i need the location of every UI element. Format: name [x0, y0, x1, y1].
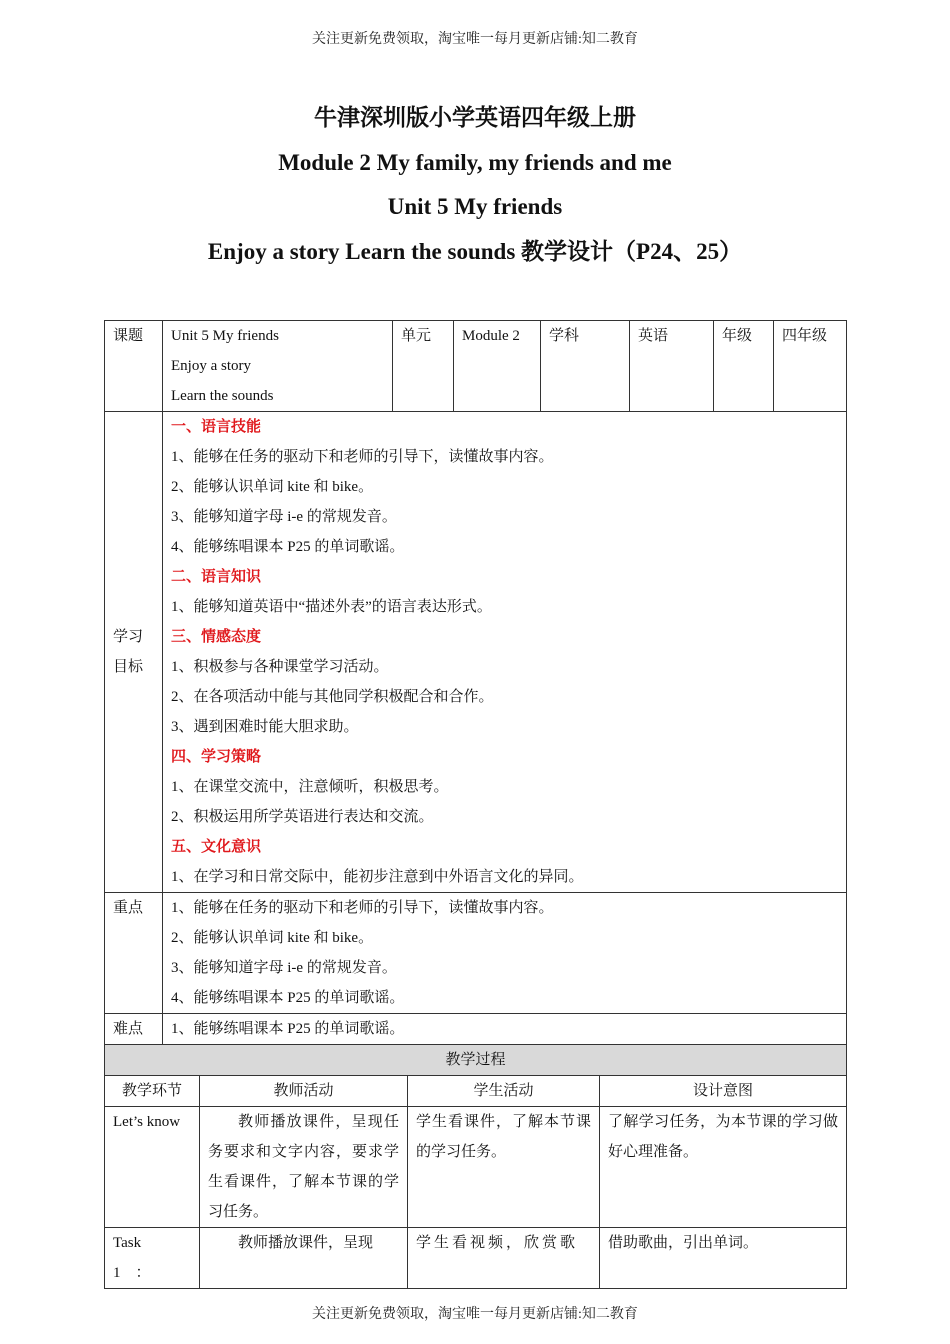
difficult-point-item: 1、能够练唱课本 P25 的单词歌谣。 — [171, 1021, 405, 1037]
difficult-points-row — [105, 1014, 847, 1045]
topic-value — [163, 321, 393, 412]
goals-label-line: 学习 — [113, 629, 144, 645]
goal-heading: 三、情感态度 — [171, 629, 262, 645]
goal-item: 3、遇到困难时能大胆求助。 — [171, 719, 359, 735]
topic-line: Enjoy a story — [171, 358, 251, 374]
title-unit: Unit 5 My friends — [387, 194, 563, 219]
process-title: 教学过程 — [105, 1045, 847, 1076]
student-activity-cell: 学生看视频，欣赏歌 — [408, 1228, 600, 1289]
goal-item: 1、在课堂交流中，注意倾听，积极思考。 — [171, 779, 449, 795]
header-note: 关注更新免费领取，淘宝唯一每月更新店铺:知二教育 — [312, 32, 638, 47]
goal-item: 3、能够知道字母 i-e 的常规发音。 — [171, 509, 397, 525]
goal-item: 2、积极运用所学英语进行表达和交流。 — [171, 809, 434, 825]
title-textbook: 牛津深圳版小学英语四年级上册 — [314, 105, 636, 130]
goal-item: 2、在各项活动中能与其他同学积极配合和合作。 — [171, 689, 494, 705]
process-title-row — [105, 1045, 847, 1076]
goals-label — [105, 412, 163, 893]
goal-heading: 五、文化意识 — [171, 839, 262, 855]
goals-row — [105, 412, 847, 893]
goal-item: 1、能够知道英语中“描述外表”的语言表达形式。 — [171, 599, 492, 615]
header-stage: 教学环节 — [105, 1076, 200, 1107]
header-student: 学生活动 — [408, 1076, 600, 1107]
grade-value: 四年级 — [774, 321, 847, 412]
grade-label: 年级 — [714, 321, 774, 412]
unit-label: 单元 — [393, 321, 454, 412]
process-header-row — [105, 1076, 847, 1107]
header-teacher: 教师活动 — [200, 1076, 408, 1107]
key-point-item: 1、能够在任务的驱动下和老师的引导下，读懂故事内容。 — [171, 900, 554, 916]
teacher-activity-cell: 教师播放课件，呈现任务要求和文字内容，要求学生看课件，了解本节课的学习任务。 — [200, 1107, 408, 1228]
teaching-process-table — [104, 1044, 847, 1289]
topic-row — [105, 321, 847, 412]
difficult-points-label: 难点 — [105, 1014, 163, 1045]
process-row — [105, 1107, 847, 1228]
process-row — [105, 1228, 847, 1289]
key-point-item: 2、能够认识单词 kite 和 bike。 — [171, 930, 374, 946]
topic-label: 课题 — [105, 321, 163, 412]
goals-content — [163, 412, 847, 893]
goal-heading: 四、学习策略 — [171, 749, 262, 765]
key-points-label: 重点 — [105, 893, 163, 1014]
goal-heading: 一、语言技能 — [171, 419, 262, 435]
header-intent: 设计意图 — [600, 1076, 847, 1107]
stage-cell: Task 1 ： — [105, 1228, 200, 1289]
title-module: Module 2 My family, my friends and me — [278, 149, 672, 175]
key-points-row — [105, 893, 847, 1014]
document-title-block — [0, 96, 950, 274]
difficult-points-content — [163, 1014, 847, 1045]
goal-item: 2、能够认识单词 kite 和 bike。 — [171, 479, 374, 495]
student-activity-cell: 学生看课件，了解本节课的学习任务。 — [408, 1107, 600, 1228]
key-point-item: 4、能够练唱课本 P25 的单词歌谣。 — [171, 990, 405, 1006]
footer-note: 关注更新免费领取，淘宝唯一每月更新店铺:知二教育 — [312, 1307, 638, 1322]
subject-label: 学科 — [541, 321, 630, 412]
goal-heading: 二、语言知识 — [171, 569, 262, 585]
teacher-activity-cell: 教师播放课件，呈现 — [200, 1228, 408, 1289]
key-points-content — [163, 893, 847, 1014]
goals-label-line: 目标 — [113, 659, 144, 675]
goal-item: 1、积极参与各种课堂学习活动。 — [171, 659, 389, 675]
stage-cell: Let’s know — [105, 1107, 200, 1228]
unit-value: Module 2 — [454, 321, 541, 412]
design-intent-cell: 了解学习任务，为本节课的学习做好心理准备。 — [600, 1107, 847, 1228]
title-lesson: Enjoy a story Learn the sounds 教学设计（P24、25） — [207, 238, 743, 264]
key-point-item: 3、能够知道字母 i-e 的常规发音。 — [171, 960, 397, 976]
goal-item: 4、能够练唱课本 P25 的单词歌谣。 — [171, 539, 405, 555]
topic-line: Learn the sounds — [171, 388, 274, 404]
subject-value: 英语 — [630, 321, 714, 412]
design-intent-cell: 借助歌曲，引出单词。 — [600, 1228, 847, 1289]
topic-line: Unit 5 My friends — [171, 328, 279, 344]
goal-item: 1、在学习和日常交际中，能初步注意到中外语言文化的异同。 — [171, 869, 584, 885]
lesson-info-table — [104, 320, 847, 1045]
goal-item: 1、能够在任务的驱动下和老师的引导下，读懂故事内容。 — [171, 449, 554, 465]
